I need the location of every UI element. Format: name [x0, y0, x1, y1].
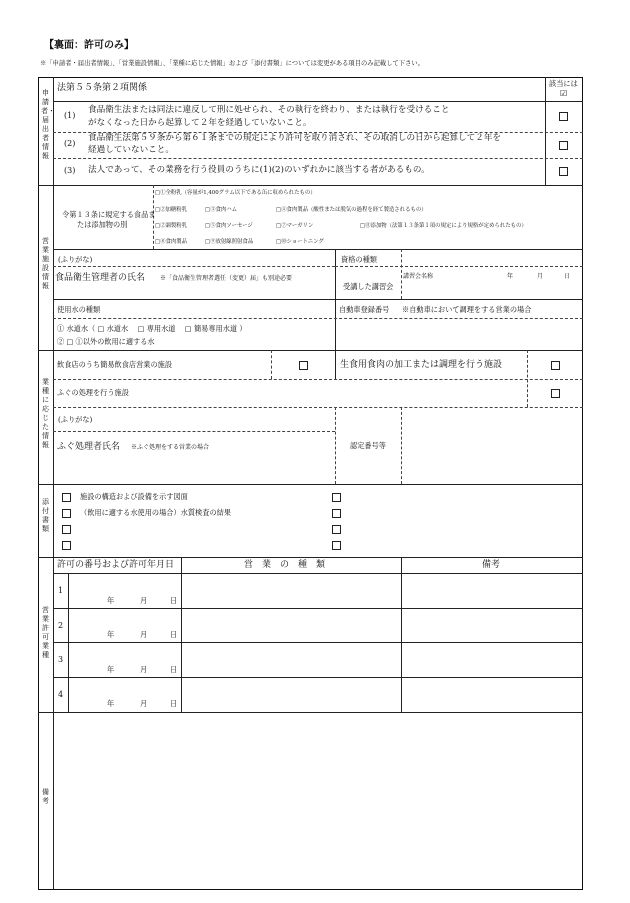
item-line: 法人であって、その業務を行う役員のうちに(1)(2)のいずれかに該当する者があるもの。 [88, 165, 430, 175]
water-option-2[interactable]: ② □ ①以外の飲用に適する水 [57, 337, 155, 346]
attachment-item-2: （飲用に適する水使用の場合）水質検査の結果 [80, 508, 231, 517]
item-line: 食品衛生法または同法に違反して刑に処せられ、その執行を終わり、または執行を受けること [88, 105, 450, 115]
permit-day: 日 [170, 630, 178, 639]
additive-option[interactable]: □②調製粉乳 [155, 223, 188, 229]
law-header: 法第５５条第２項関係 [57, 83, 148, 93]
manager-note: ※「食品衛生管理者選任（変更）届」も別途必要 [160, 275, 293, 282]
additive-label: 令第１３条に規定する食品ま [62, 210, 156, 219]
attachment-checkbox[interactable] [62, 525, 71, 534]
raw-meat-label: 生食用食肉の加工または調理を行う施設 [340, 360, 503, 370]
fugu-furigana: (ふりがな) [58, 415, 93, 424]
permit-month: 月 [140, 630, 148, 639]
item-line: 経過していないこと。 [88, 145, 174, 155]
raw-meat-checkbox[interactable] [551, 361, 560, 370]
section-label-permits: 営業許可業種 [42, 606, 49, 659]
permit-row-num: 4 [58, 690, 64, 699]
permit-year: 年 [107, 699, 115, 708]
fugu-note: ※ふぐ処理をする営業の場合 [131, 444, 210, 451]
vehicle-note: ※自動車において調理をする営業の場合 [402, 305, 532, 314]
permit-month: 月 [140, 699, 148, 708]
applicant-checkbox-3[interactable] [559, 167, 568, 176]
item-line: がなくなった日から起算して２年を経過していないこと。 [88, 118, 312, 128]
page-title: 【裏面：許可のみ】 [44, 40, 134, 51]
course-month: 月 [537, 273, 544, 280]
permit-year: 年 [107, 630, 115, 639]
additive-option[interactable]: □③食肉ハム [205, 207, 238, 213]
water-option-1[interactable]: ① 水道水（ □ 水道水 □ 専用水道 □ 簡易専用水道 ） [57, 324, 247, 333]
course-attended-label: 受講した講習会 [343, 282, 394, 291]
section-label-applicant: 申請者・届出者情報 [41, 89, 55, 160]
applicant-checkbox-1[interactable] [559, 112, 568, 121]
manager-furigana: (ふりがな) [58, 255, 93, 264]
simple-restaurant-label: 飲食店のうち簡易飲食店営業の施設 [57, 360, 173, 369]
vehicle-no-label: 自動車登録番号 [339, 305, 390, 314]
attachment-checkbox[interactable] [62, 541, 71, 550]
permit-col-type: 営 業 の 種 類 [244, 560, 326, 570]
permit-row-num: 2 [58, 621, 64, 630]
fugu-facility-checkbox[interactable] [551, 389, 560, 398]
permit-year: 年 [107, 596, 115, 605]
permit-row-num: 1 [58, 586, 64, 595]
permit-col-number: 許可の番号および許可年月日 [57, 560, 175, 570]
additive-option[interactable]: □⑩ショートニング [276, 239, 324, 245]
course-day: 日 [564, 273, 571, 280]
permit-year: 年 [107, 665, 115, 674]
additive-option[interactable]: □⑤食肉ソーセージ [205, 223, 253, 229]
permit-row-num: 3 [58, 655, 64, 664]
qualification-label: 資格の種類 [341, 255, 377, 264]
permit-col-remarks: 備考 [482, 560, 501, 570]
additive-option[interactable]: □⑪添加物（法第１３条第１項の規定により規格が定められたもの） [360, 223, 527, 229]
attachment-checkbox[interactable] [332, 509, 341, 518]
additive-option[interactable]: □②加糖粉乳 [155, 207, 188, 213]
item-line: 食品衛生法第５９条から第６１条までの規定により許可を取り消され、その取消しの日から起算して２年を [88, 133, 502, 143]
additive-option[interactable]: □①全粉乳（容量が1,400グラム以下である缶に収められたもの） [155, 190, 316, 196]
fugu-facility-label: ふぐの処理を行う施設 [57, 388, 129, 397]
additive-option[interactable]: □⑧食肉製品 [155, 239, 188, 245]
applicant-checkbox-2[interactable] [559, 141, 568, 150]
simple-restaurant-checkbox[interactable] [299, 361, 308, 370]
section-label-attachments: 添付書類 [42, 498, 49, 533]
attachment-item-1: 施設の構造および設備を示す図面 [80, 492, 188, 501]
course-name-label: 講習会名称 [403, 273, 434, 280]
section-label-facility: 営業施設情報 [42, 237, 49, 290]
item-num: (3) [64, 166, 76, 175]
header-note: ※「申請者・届出者情報」、「営業施設情報」、「業種に応じた情報」および「添付書類」については変更がある項目のみ記載して下さい。 [40, 60, 424, 67]
permit-day: 日 [170, 596, 178, 605]
attachment-checkbox[interactable] [332, 493, 341, 502]
applicable-mark: ☑ [560, 89, 568, 98]
fugu-person-label: ふぐ処理者氏名 [57, 442, 121, 452]
course-year: 年 [507, 273, 514, 280]
additive-option[interactable]: □⑨放射線照射食品 [205, 239, 254, 245]
additive-label: たは添加物の別 [77, 220, 128, 229]
item-num: (2) [64, 139, 76, 148]
attachment-checkbox[interactable] [62, 493, 71, 502]
attachment-checkbox[interactable] [332, 541, 341, 550]
permit-month: 月 [140, 596, 148, 605]
additive-option[interactable]: □⑦マーガリン [276, 223, 314, 229]
section-label-remarks: 備考 [42, 788, 49, 805]
permit-day: 日 [170, 665, 178, 674]
water-type-label: 使用水の種類 [57, 305, 101, 314]
item-num: (1) [64, 111, 76, 120]
permit-month: 月 [140, 665, 148, 674]
cert-no-label: 認定番号等 [350, 441, 386, 450]
manager-name-label: 食品衛生管理者の氏名 [55, 273, 146, 283]
applicable-header: 該当には [549, 79, 578, 88]
additive-option[interactable]: □④食肉製品（酸性または脱気の過程を経て製造されるもの） [276, 207, 427, 213]
remarks-area[interactable] [54, 713, 582, 889]
attachment-checkbox[interactable] [332, 525, 341, 534]
section-label-business: 業種に応じた情報 [42, 378, 49, 449]
permit-day: 日 [170, 699, 178, 708]
attachment-checkbox[interactable] [62, 509, 71, 518]
